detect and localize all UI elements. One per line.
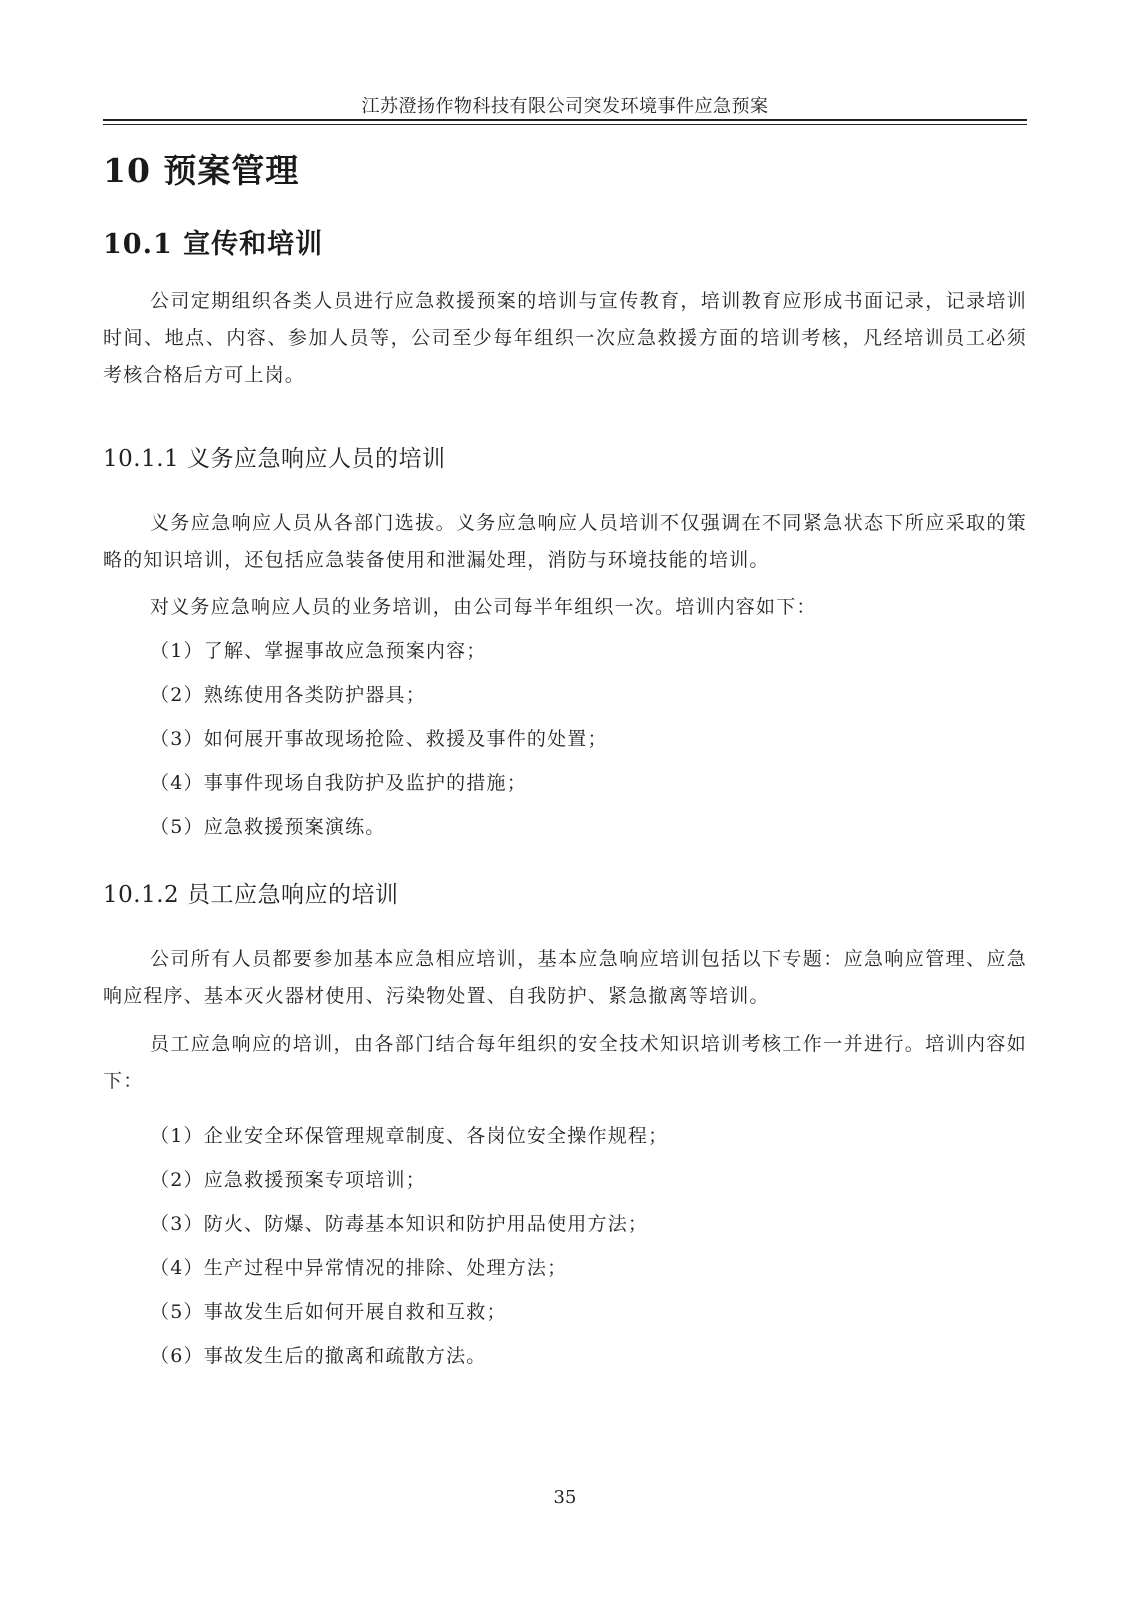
part1-list-item: （2）熟练使用各类防护器具； <box>150 684 426 706</box>
part2-heading: 10.1.2 员工应急响应的培训 <box>103 882 399 908</box>
part1-paragraph-2: 对义务应急响应人员的业务培训，由公司每半年组织一次。培训内容如下： <box>150 596 817 618</box>
part1-list-item: （3）如何展开事故现场抢险、救援及事件的处置； <box>150 728 608 750</box>
part2-list-item: （5）事故发生后如何开展自救和互救； <box>150 1301 507 1323</box>
part1-list-item: （5）应急救援预案演练。 <box>150 816 386 838</box>
part2-list-item: （2）应急救援预案专项培训； <box>150 1169 426 1191</box>
part2-paragraph-2: 员工应急响应的培训，由各部门结合每年组织的安全技术知识培训考核工作一并进行。培训内容如下： <box>103 1033 1027 1092</box>
part2-list-item: （6）事故发生后的撤离和疏散方法。 <box>150 1345 487 1367</box>
part1-paragraph-1: 义务应急响应人员从各部门选拔。义务应急响应人员培训不仅强调在不同紧急状态下所应采取的策略的知识培训，还包括应急装备使用和泄漏处理，消防与环境技能的培训。 <box>103 512 1027 571</box>
header-rule-thin <box>103 124 1027 125</box>
part1-heading: 10.1.1 义务应急响应人员的培训 <box>103 446 446 472</box>
part2-list-item: （3）防火、防爆、防毒基本知识和防护用品使用方法； <box>150 1213 649 1235</box>
subsection-heading: 10.1 宣传和培训 <box>103 229 324 260</box>
page-number: 35 <box>553 1487 577 1508</box>
part1-list-item: （1）了解、掌握事故应急预案内容； <box>150 640 487 662</box>
intro-paragraph: 公司定期组织各类人员进行应急救援预案的培训与宣传教育，培训教育应形成书面记录，记录培训时间、地点、内容、参加人员等，公司至少每年组织一次应急救援方面的培训考核，凡经培训员工必须考核合格后方可上岗。 <box>103 290 1027 386</box>
part1-list-item: （4）事事件现场自我防护及监护的措施； <box>150 772 527 794</box>
header-rule <box>103 119 1027 121</box>
running-header: 江苏澄扬作物科技有限公司突发环境事件应急预案 <box>361 96 769 117</box>
part2-list-item: （4）生产过程中异常情况的排除、处理方法； <box>150 1257 568 1279</box>
part2-paragraph-1: 公司所有人员都要参加基本应急相应培训，基本应急响应培训包括以下专题：应急响应管理、应急响应程序、基本灭火器材使用、污染物处置、自我防护、紧急撤离等培训。 <box>103 948 1027 1007</box>
section-heading: 10 预案管理 <box>103 151 300 190</box>
part2-list-item: （1）企业安全环保管理规章制度、各岗位安全操作规程； <box>150 1125 669 1147</box>
